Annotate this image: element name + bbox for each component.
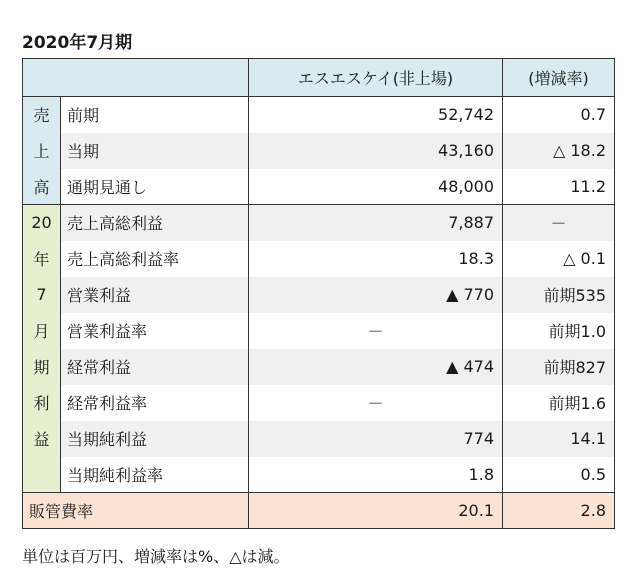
header-blank-label [61, 59, 249, 97]
row-label: 営業利益率 [61, 313, 249, 349]
row-label: 販管費率 [23, 493, 249, 529]
financial-table [22, 58, 615, 529]
table-header-row [23, 59, 615, 97]
row-value: 1.8 [249, 457, 503, 493]
table-row [23, 457, 615, 493]
row-label: 売上高総利益 [61, 205, 249, 241]
table-row [23, 385, 615, 421]
table-row [23, 349, 615, 385]
table-row [23, 97, 615, 133]
table-row [23, 313, 615, 349]
row-change: － [503, 205, 615, 241]
row-value: － [249, 385, 503, 421]
side-label: 20 [23, 205, 61, 241]
row-value: 48,000 [249, 169, 503, 205]
row-value: 52,742 [249, 97, 503, 133]
footnote: 単位は百万円、増減率は%、△は減。 [22, 547, 290, 566]
row-change: 14.1 [503, 421, 615, 457]
side-label: 年 [23, 241, 61, 277]
header-change: (増減率) [503, 59, 615, 97]
row-change: 2.8 [503, 493, 615, 529]
row-change: 0.7 [503, 97, 615, 133]
table-row [23, 169, 615, 205]
row-label: 売上高総利益率 [61, 241, 249, 277]
row-label: 前期 [61, 97, 249, 133]
row-change: 前期1.0 [503, 313, 615, 349]
row-label: 当期 [61, 133, 249, 169]
row-label: 当期純利益率 [61, 457, 249, 493]
row-change: 前期827 [503, 349, 615, 385]
row-change: △ 18.2 [503, 133, 615, 169]
table-row [23, 133, 615, 169]
table-row [23, 421, 615, 457]
header-blank-side [23, 59, 61, 97]
row-change: 前期535 [503, 277, 615, 313]
side-label: 月 [23, 313, 61, 349]
side-label: 益 [23, 421, 61, 457]
row-value: 7,887 [249, 205, 503, 241]
row-label: 当期純利益 [61, 421, 249, 457]
row-value: 43,160 [249, 133, 503, 169]
table-row [23, 241, 615, 277]
side-label: 売 [23, 97, 61, 133]
row-label: 経常利益 [61, 349, 249, 385]
row-change: 11.2 [503, 169, 615, 205]
table-row [23, 205, 615, 241]
row-value: 774 [249, 421, 503, 457]
table-row [23, 277, 615, 313]
side-label [23, 457, 61, 493]
row-value: 18.3 [249, 241, 503, 277]
side-label: 利 [23, 385, 61, 421]
header-company: エスエスケイ(非上場) [249, 59, 503, 97]
row-label: 経常利益率 [61, 385, 249, 421]
row-value: ▲ 770 [249, 277, 503, 313]
page-title: 2020年7月期 [22, 33, 133, 53]
row-label: 営業利益 [61, 277, 249, 313]
row-change: △ 0.1 [503, 241, 615, 277]
side-label: 高 [23, 169, 61, 205]
row-change: 前期1.6 [503, 385, 615, 421]
row-label: 通期見通し [61, 169, 249, 205]
side-label: 上 [23, 133, 61, 169]
row-value: 20.1 [249, 493, 503, 529]
sga-row [23, 493, 615, 529]
side-label: 7 [23, 277, 61, 313]
side-label: 期 [23, 349, 61, 385]
row-change: 0.5 [503, 457, 615, 493]
row-value: － [249, 313, 503, 349]
row-value: ▲ 474 [249, 349, 503, 385]
